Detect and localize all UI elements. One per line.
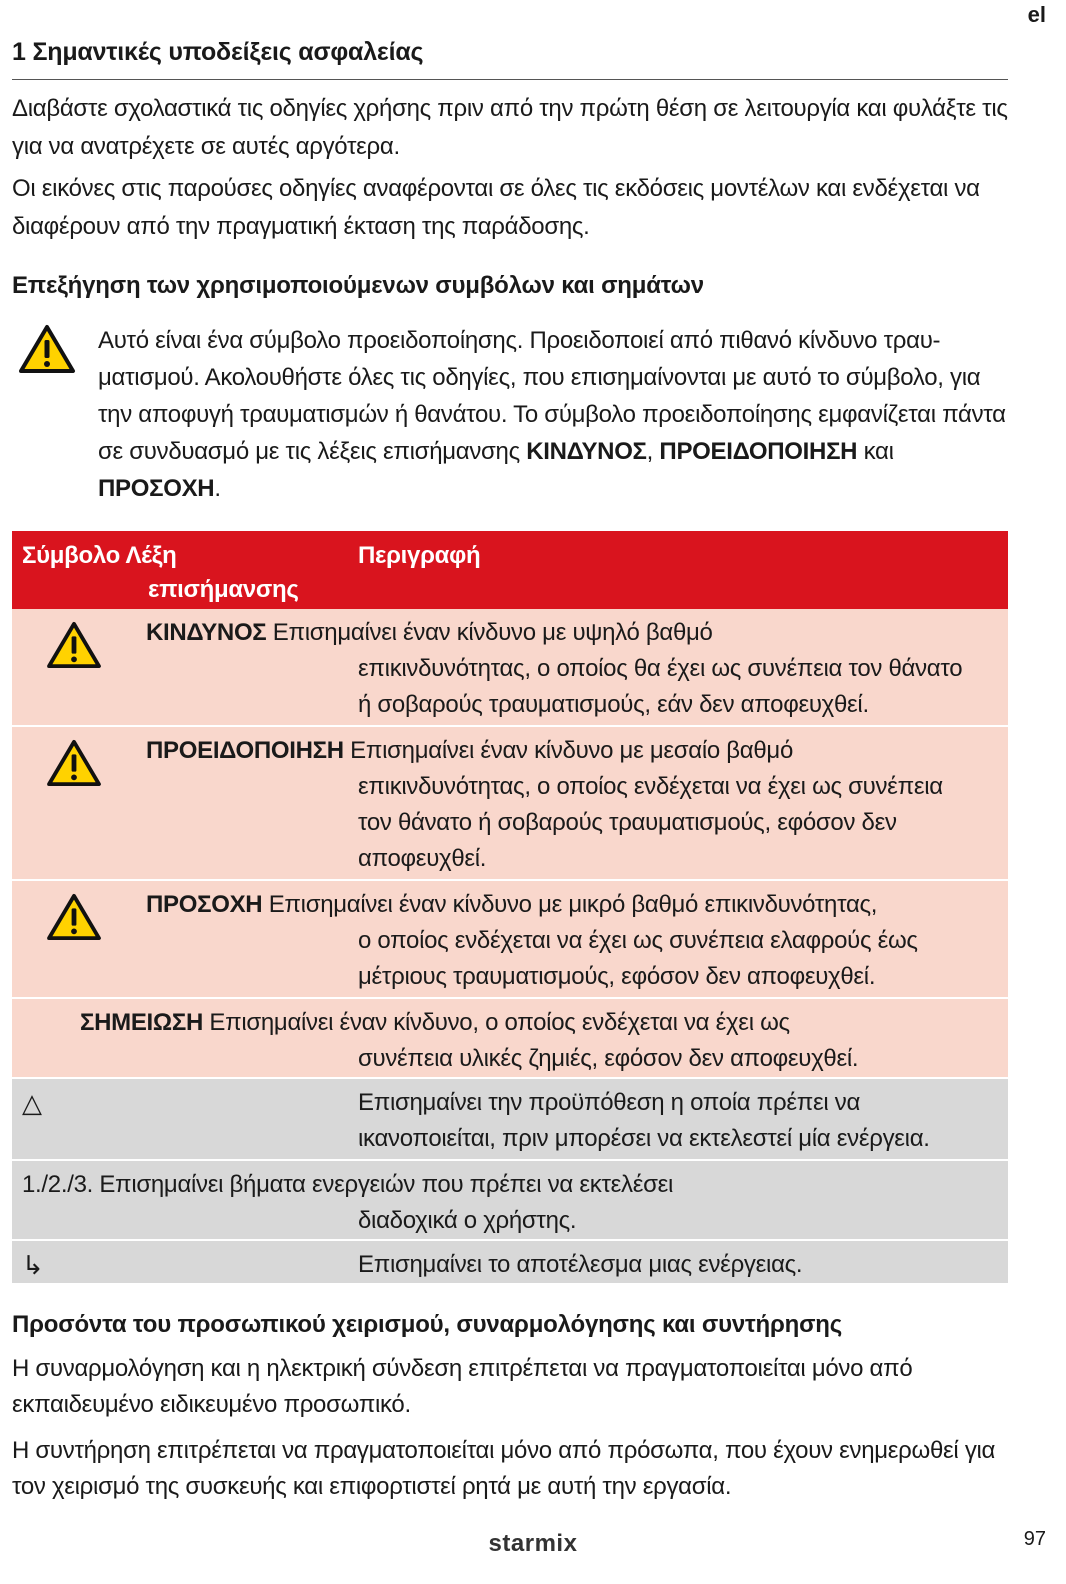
page-title: 1 Σημαντικές υποδείξεις ασφαλείας (12, 38, 1008, 80)
page-content (12, 38, 1008, 1505)
warning-triangle-icon (46, 621, 102, 669)
qualifications-heading: Προσόντα του προσωπικού χειρισμού, συναρμολόγησης και συντήρησης (12, 1311, 843, 1338)
table-header-cell (12, 531, 1008, 609)
table-row-precondition: △ Επισημαίνει την προϋπόθεση η οποία πρέπει να ικανοποιείται, πριν μπορέσει να εκτελεστεί μία ενέργεια. (12, 1078, 1008, 1160)
signal-words-table (12, 531, 1008, 1285)
table-row-warning: ΠΡΟΕΙΔΟΠΟΙΗΣΗ Επισημαίνει έναν κίνδυνο με μεσαίο βαθμό επικινδυνότητας, ο οποίος ενδέχεται να έχει ως συνέπεια τον θάνατο ή σοβαρούς τραυματισμούς, εφόσον δεν αποφευχθεί. (12, 726, 1008, 880)
intro-paragraph-2: Οι εικόνες στις παρούσες οδηγίες αναφέρονται σε όλες τις εκδόσεις μοντέλων και ενδέχεται να διαφέρουν από την πραγματική έκταση της παράδοσης. (12, 175, 980, 240)
table-row-notice: ΣΗΜΕΙΩΣΗ Επισημαίνει έναν κίνδυνο, ο οποίος ενδέχεται να έχει ως συνέπεια υλικές ζημιές, εφόσον δεν αποφευχθεί. (12, 998, 1008, 1078)
column-header-description: Περιγραφή (358, 542, 481, 569)
page-number: 97 (1023, 1528, 1046, 1550)
table-header-row (12, 531, 1008, 609)
precondition-triangle-icon: △ (22, 1088, 42, 1118)
symbols-heading: Επεξήγηση των χρησιμοποιούμενων συμβόλων και σημάτων (12, 272, 704, 299)
warning-triangle-icon (46, 739, 102, 787)
column-header-signal-word: Σύμβολο Λέξη επισήμανσης (22, 542, 299, 603)
warning-triangle-icon (18, 324, 76, 374)
warning-explanation-text: Αυτό είναι ένα σύμβολο προειδοποίησης. Προειδοποιεί από πιθανό κίνδυνο τραυματισμού. Ακολουθήστε όλες τις οδηγίες, που επισημαίνονται με αυτό το σύμβολο, για την αποφυγή τραυματισμών ή θανάτου. Το σύμβολο προειδοποίησης εμφανίζεται πάντα σε συνδυασμό με τις λέξεις επισήμανσης ΚΙΝΔΥΝΟΣ, ΠΡΟΕΙΔΟΠΟΙΗΣΗ και ΠΡΟΣΟΧΗ. (98, 327, 1006, 502)
result-arrow-icon: ↳ (22, 1250, 44, 1280)
warning-explanation (12, 322, 1008, 507)
table-row-result: ↳ Επισημαίνει το αποτέλεσμα μιας ενέργειας. (12, 1240, 1008, 1284)
language-code: el (1027, 2, 1046, 27)
table-row-steps: 1./2./3. Επισημαίνει βήματα ενεργειών που πρέπει να εκτελέσει διαδοχικά ο χρήστης. (12, 1160, 1008, 1240)
table-row-caution: ΠΡΟΣΟΧΗ Επισημαίνει έναν κίνδυνο με μικρό βαθμό επικινδυνότητας, ο οποίος ενδέχεται να έχει ως συνέπεια ελαφρούς έως μέτριους τραυματισμούς, εφόσον δεν αποφευχθεί. (12, 880, 1008, 998)
qualifications-paragraph-2: Η συντήρηση επιτρέπεται να πραγματοποιείται μόνο από πρόσωπα, που έχουν ενημερωθεί για τον χειρισμό της συσκευής και επιφορτιστεί ρητά με αυτή την εργασία. (12, 1437, 996, 1500)
warning-triangle-icon (46, 893, 102, 941)
qualifications-paragraph-1: Η συναρμολόγηση και η ηλεκτρική σύνδεση επιτρέπεται να πραγματοποιείται μόνο από εκπαιδευμένο ειδικευμένο προσωπικό. (12, 1355, 913, 1418)
table-row-danger: ΚΙΝΔΥΝΟΣ Επισημαίνει έναν κίνδυνο με υψηλό βαθμό επικινδυνότητας, ο οποίος θα έχει ως συνέπεια τον θάνατο ή σοβαρούς τραυματισμούς, εάν δεν αποφευχθεί. (12, 609, 1008, 726)
intro-paragraph-1: Διαβάστε σχολαστικά τις οδηγίες χρήσης πριν από την πρώτη θέση σε λειτουργία και φυλάξτε τις για να ανατρέχετε σε αυτές αργότερα. (12, 95, 1008, 160)
brand-logo: starmix (488, 1530, 578, 1557)
